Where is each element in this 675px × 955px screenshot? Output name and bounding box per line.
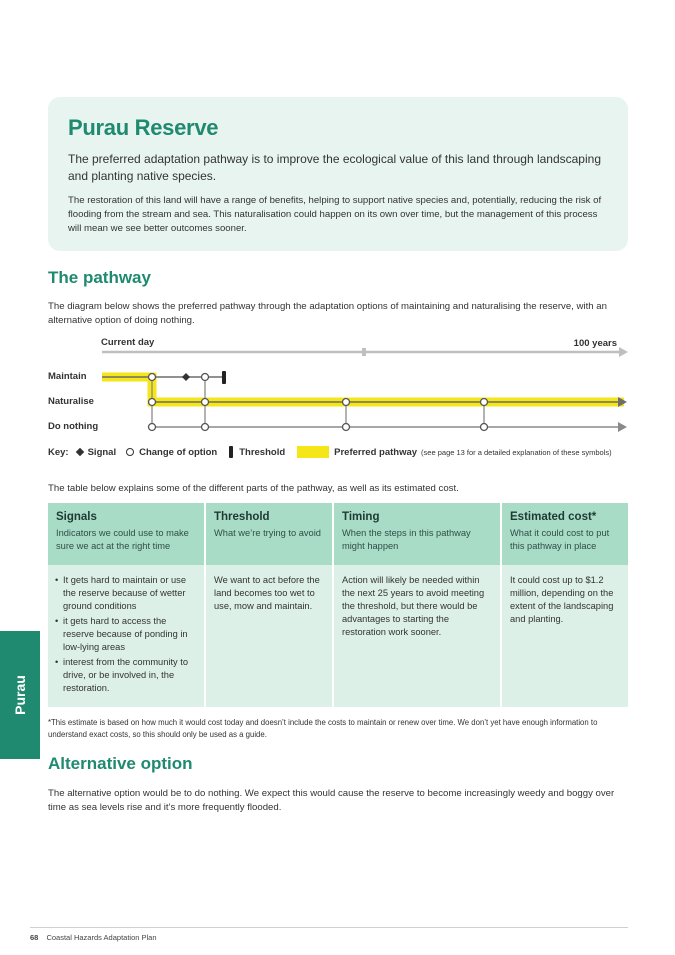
option-naturalise: Naturalise: [48, 396, 94, 407]
pathway-svg: [0, 333, 675, 443]
page-title: Purau Reserve: [68, 115, 219, 140]
timeline-start-label: Current day: [101, 337, 155, 348]
key-note: (see page 13 for a detailed explanation of these symbols): [421, 447, 612, 457]
preferred-pathway-swatch: [297, 446, 329, 458]
document-title: Coastal Hazards Adaptation Plan: [46, 933, 157, 942]
option-maintain: Maintain: [48, 371, 87, 382]
cell-timing: Action will likely be needed within the next 25 years to avoid meeting the threshold, but there would be advantages to starting the restoration work sooner.: [334, 565, 502, 707]
signal-item: • it gets hard to access the reserve because of ponding in low-lying areas: [54, 615, 196, 654]
alternative-text: The alternative option would be to do nothing. We expect this would cause the reserve to become increasingly weedy and boggy over time as sea levels rise and it’s more frequently flooded.: [48, 788, 615, 813]
cell-signals: [48, 565, 206, 707]
alternative-heading: Alternative option: [48, 754, 193, 773]
section-tab-label: Purau: [12, 675, 28, 715]
pathway-diagram: [0, 333, 675, 463]
key-label: Key:: [48, 446, 69, 458]
preferred-pathway-highlight: [102, 377, 624, 402]
intro-lead: The preferred adaptation pathway is to improve the ecological value of this land through landscaping and planting native species.: [68, 152, 601, 183]
signal-icon: [75, 448, 83, 456]
signal-item: • interest from the community to drive, or be involved in, the restoration.: [54, 656, 196, 695]
page-number: 68: [30, 933, 39, 942]
diagram-key: [48, 445, 612, 459]
key-change-of-option: Change of option: [139, 446, 218, 458]
signal-diamond: [182, 373, 190, 381]
header-signals: Signals Indicators we could use to make sure we act at the right time: [48, 503, 206, 565]
signal-item: • It gets hard to maintain or use the reserve because of wetter ground conditions: [54, 574, 196, 613]
table-intro: The table below explains some of the different parts of the pathway, as well as its estimated cost.: [48, 483, 459, 494]
intro-body: The restoration of this land will have a range of benefits, helping to support native species and, potentially, reducing the risk of flooding from the stream and sea. This naturalisation could happen on its own over time, but the management of this process will mean we see better outcomes sooner.: [68, 195, 602, 234]
section-tab: [0, 631, 40, 759]
header-threshold: Threshold What we’re trying to avoid: [206, 503, 334, 565]
change-of-option-icon: [126, 448, 134, 456]
page-footer: [30, 933, 157, 942]
table-header-row: [48, 503, 628, 565]
timeline-midpoint: [362, 348, 366, 356]
option-do-nothing: Do nothing: [48, 421, 99, 432]
key-signal: Signal: [87, 446, 117, 458]
cost-footnote: *This estimate is based on how much it would cost today and doesn’t include the costs to maintain or renew over time. We don’t yet have enough information to understand exact costs, so this should only be used as a guide.: [48, 718, 598, 739]
timeline-arrow: [619, 347, 628, 357]
table-row: [48, 565, 628, 707]
pathway-description: The diagram below shows the preferred pathway through the adaptation options of maintaining and naturalising the reserve, with an alternative option of doing nothing.: [48, 301, 607, 326]
threshold-bar: [222, 371, 226, 384]
pathway-table: [48, 503, 628, 707]
cell-cost: It could cost up to $1.2 million, depending on the extent of the landscaping and planting.: [510, 575, 614, 624]
pathway-heading: The pathway: [48, 268, 151, 287]
footer-divider: [30, 927, 628, 928]
header-timing: Timing When the steps in this pathway might happen: [334, 503, 502, 565]
key-preferred: Preferred pathway: [334, 446, 418, 458]
timeline-end-label: 100 years: [573, 338, 617, 349]
threshold-icon: [229, 446, 233, 458]
intro-panel: [48, 97, 628, 251]
key-threshold: Threshold: [239, 446, 286, 458]
header-cost: Estimated cost* What it could cost to put this pathway in place: [510, 511, 610, 551]
cell-threshold: We want to act before the land becomes too wet to use, mow and maintain.: [206, 565, 334, 707]
do-nothing-arrow: [618, 422, 627, 432]
